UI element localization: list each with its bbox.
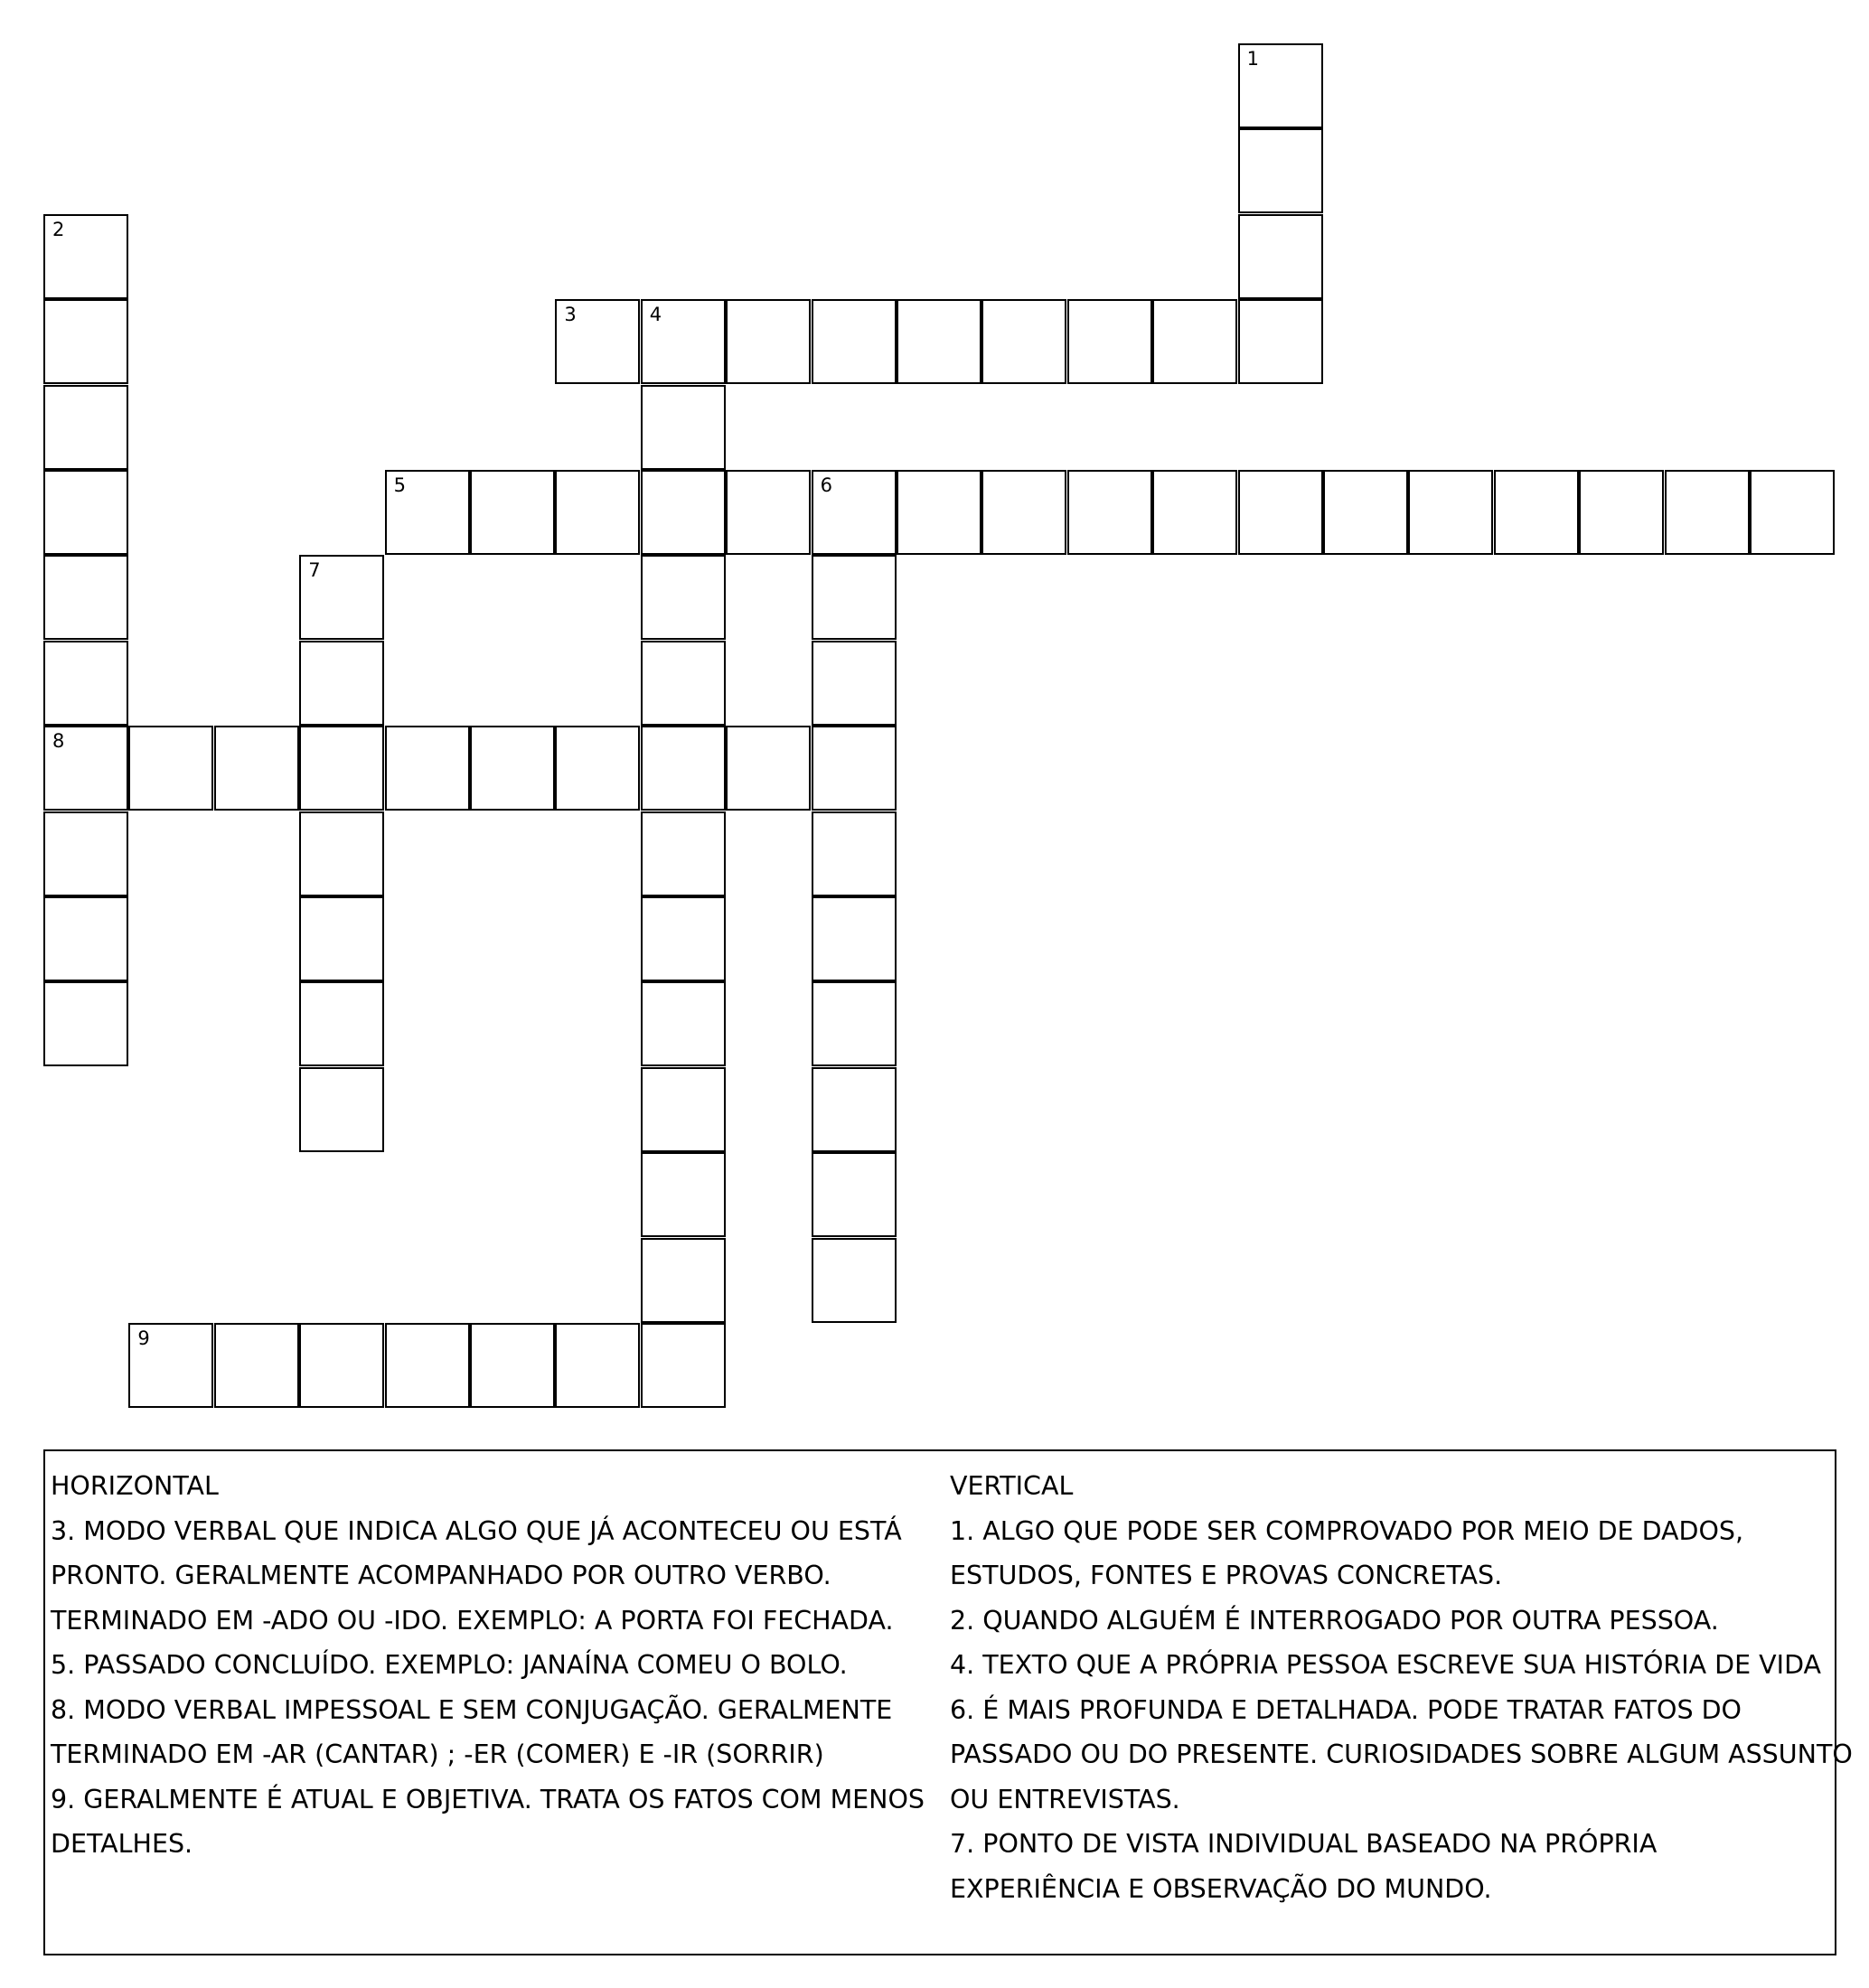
grid-cell[interactable] <box>43 555 128 640</box>
grid-cell[interactable] <box>641 1152 726 1237</box>
clue-number: 9 <box>137 1327 150 1349</box>
grid-cell[interactable] <box>641 1323 726 1408</box>
grid-cell[interactable] <box>641 470 726 555</box>
grid-cell[interactable] <box>897 470 981 555</box>
grid-cell[interactable] <box>43 385 128 470</box>
grid-cell[interactable] <box>1323 470 1408 555</box>
grid-cell[interactable] <box>128 726 213 811</box>
clue-line: ESTUDOS, FONTES E PROVAS CONCRETAS. <box>950 1561 1503 1590</box>
clue-line: EXPERIÊNCIA E OBSERVAÇÃO DO MUNDO. <box>950 1873 1492 1904</box>
clue-number: 3 <box>564 304 577 326</box>
clue-line: VERTICAL <box>950 1471 1074 1501</box>
grid-cell[interactable] <box>43 299 128 384</box>
grid-cell[interactable] <box>812 1238 897 1323</box>
grid-cell[interactable] <box>726 470 811 555</box>
grid-cell[interactable] <box>1494 470 1579 555</box>
clue-number: 7 <box>308 559 321 582</box>
grid-cell[interactable] <box>555 299 640 384</box>
grid-cell[interactable] <box>812 981 897 1066</box>
grid-cell[interactable] <box>385 726 470 811</box>
grid-cell[interactable] <box>1579 470 1664 555</box>
grid-cell[interactable] <box>812 641 897 726</box>
grid-cell[interactable] <box>43 214 128 299</box>
clue-line: 5. PASSADO CONCLUÍDO. EXEMPLO: JANAÍNA COMEU O BOLO. <box>51 1650 848 1680</box>
grid-cell[interactable] <box>299 726 384 811</box>
grid-cell[interactable] <box>812 811 897 896</box>
grid-cell[interactable] <box>299 981 384 1066</box>
grid-cell[interactable] <box>641 811 726 896</box>
grid-cell[interactable] <box>981 470 1066 555</box>
grid-cell[interactable] <box>470 726 555 811</box>
grid-cell[interactable] <box>299 811 384 896</box>
grid-cell[interactable] <box>43 470 128 555</box>
grid-cell[interactable] <box>641 726 726 811</box>
grid-cell[interactable] <box>1408 470 1493 555</box>
grid-cell[interactable] <box>641 555 726 640</box>
clue-line: 2. QUANDO ALGUÉM É INTERROGADO POR OUTRA PESSOA. <box>950 1605 1719 1636</box>
clue-number: 4 <box>649 304 662 326</box>
grid-cell[interactable] <box>812 896 897 981</box>
grid-cell[interactable] <box>1750 470 1835 555</box>
grid-cell[interactable] <box>1665 470 1750 555</box>
grid-cell[interactable] <box>43 981 128 1066</box>
grid-cell[interactable] <box>299 555 384 640</box>
clue-line: 7. PONTO DE VISTA INDIVIDUAL BASEADO NA PRÓPRIA <box>950 1829 1658 1859</box>
clues-box <box>43 1449 1853 1955</box>
grid-cell[interactable] <box>812 470 897 555</box>
clue-line: 6. É MAIS PROFUNDA E DETALHADA. PODE TRATAR FATOS DO <box>950 1694 1742 1725</box>
clue-line: 8. MODO VERBAL IMPESSOAL E SEM CONJUGAÇÃO. GERALMENTE <box>51 1694 893 1725</box>
grid-cell[interactable] <box>1067 299 1152 384</box>
clue-line: 9. GERALMENTE É ATUAL E OBJETIVA. TRATA OS FATOS COM MENOS <box>51 1784 925 1815</box>
clue-line: DETALHES. <box>51 1829 193 1859</box>
grid-cell[interactable] <box>1238 214 1323 299</box>
clue-line: 4. TEXTO QUE A PRÓPRIA PESSOA ESCREVE SUA HISTÓRIA DE VIDA <box>950 1650 1822 1680</box>
grid-cell[interactable] <box>470 470 555 555</box>
clue-number: 8 <box>52 730 65 753</box>
grid-cell[interactable] <box>43 641 128 726</box>
grid-cell[interactable] <box>641 1067 726 1152</box>
clue-line: 1. ALGO QUE PODE SER COMPROVADO POR MEIO DE DADOS, <box>950 1515 1744 1546</box>
grid-cell[interactable] <box>726 299 811 384</box>
grid-cell[interactable] <box>981 299 1066 384</box>
clue-line: TERMINADO EM -AR (CANTAR) ; -ER (COMER) E -IR (SORRIR) <box>51 1740 824 1769</box>
grid-cell[interactable] <box>555 726 640 811</box>
clue-number: 5 <box>393 474 406 496</box>
grid-cell[interactable] <box>43 896 128 981</box>
grid-cell[interactable] <box>1152 470 1237 555</box>
grid-cell[interactable] <box>555 1323 640 1408</box>
grid-cell[interactable] <box>470 1323 555 1408</box>
grid-cell[interactable] <box>555 470 640 555</box>
grid-cell[interactable] <box>385 470 470 555</box>
clue-line: TERMINADO EM -ADO OU -IDO. EXEMPLO: A PORTA FOI FECHADA. <box>51 1605 894 1636</box>
clue-number: 1 <box>1246 48 1259 70</box>
grid-cell[interactable] <box>1152 299 1237 384</box>
grid-cell[interactable] <box>641 981 726 1066</box>
grid-cell[interactable] <box>897 299 981 384</box>
grid-cell[interactable] <box>1238 299 1323 384</box>
grid-cell[interactable] <box>641 385 726 470</box>
grid-cell[interactable] <box>812 726 897 811</box>
grid-cell[interactable] <box>299 896 384 981</box>
clues-horizontal-column <box>51 1464 945 1867</box>
grid-cell[interactable] <box>214 1323 299 1408</box>
grid-cell[interactable] <box>812 1067 897 1152</box>
grid-cell[interactable] <box>299 641 384 726</box>
grid-cell[interactable] <box>641 641 726 726</box>
grid-cell[interactable] <box>641 1238 726 1323</box>
clue-line: PRONTO. GERALMENTE ACOMPANHADO POR OUTRO VERBO. <box>51 1561 831 1590</box>
grid-cell[interactable] <box>1067 470 1152 555</box>
grid-cell[interactable] <box>641 896 726 981</box>
grid-cell[interactable] <box>812 299 897 384</box>
grid-cell[interactable] <box>128 1323 213 1408</box>
grid-cell[interactable] <box>726 726 811 811</box>
clues-vertical-column <box>950 1464 1853 1911</box>
grid-cell[interactable] <box>43 726 128 811</box>
clue-number: 6 <box>820 474 832 496</box>
grid-cell[interactable] <box>385 1323 470 1408</box>
clue-line: OU ENTREVISTAS. <box>950 1784 1180 1815</box>
clue-line: HORIZONTAL <box>51 1471 219 1501</box>
grid-cell[interactable] <box>299 1323 384 1408</box>
grid-cell[interactable] <box>1238 43 1323 128</box>
clue-number: 2 <box>52 218 65 240</box>
grid-cell[interactable] <box>1238 470 1323 555</box>
clue-line: PASSADO OU DO PRESENTE. CURIOSIDADES SOBRE ALGUM ASSUNTO <box>950 1740 1853 1769</box>
grid-cell[interactable] <box>812 555 897 640</box>
grid-cell[interactable] <box>1238 128 1323 213</box>
grid-cell[interactable] <box>214 726 299 811</box>
grid-cell[interactable] <box>812 1152 897 1237</box>
grid-cell[interactable] <box>299 1067 384 1152</box>
grid-cell[interactable] <box>43 811 128 896</box>
grid-cell[interactable] <box>641 299 726 384</box>
clue-line: 3. MODO VERBAL QUE INDICA ALGO QUE JÁ ACONTECEU OU ESTÁ <box>51 1515 902 1546</box>
